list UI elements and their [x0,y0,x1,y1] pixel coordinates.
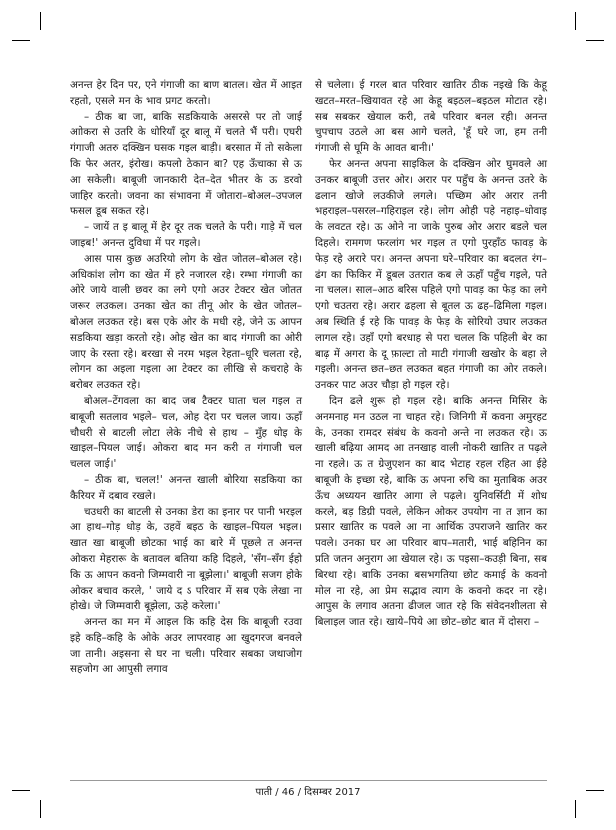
crop-mark-top-left-v [40,12,41,30]
crop-mark-top-right-h [586,40,604,41]
crop-mark-bottom-left-v [40,800,41,818]
crop-mark-bottom-right-v [575,800,576,818]
crop-mark-top-left-h [12,40,30,41]
paragraph: फेर अनन्त अपना साइकिल के दक्खिन ओर घुमवले आ उनकर बाबूजी उत्तर ओर। अरार पर पहुँच के अनन्त उतरे के ढलान खोजे लउकीजे लगले। पच्छिम ओर अरार तनी भहराइल–पसरल–गहिराइल रहे। लोग ओही पहे नहाइ–धोवाइ के लवटत रहे। ऊ ओने ना जाके पुरुब ओर अरार बडले चल दिहले। रामगण फरलांग भर गइल त एगो पुरहाँठ फावड़ के फेड़ रहे अरारे पर। अनन्त अपना घरे–परिवार का बदलत रंग–ढंग का फिकिर में डूबल उतरात कब ले ऊहाँ पहुँच गइले, पते ना चलल। साल–आठ बरिस पहिले एगो पावड़ का फेड़ का लगे एगो चउतरा रहे। अरार ढहला से बूतल ऊ ढह–ढिमिला गइल। अब स्थिति ई रहे कि पावड़ के फेड़ के सोरियो उघार लउकत लागल रहे। उहाँ एगो बरधाह से परा चलल कि पहिली बेर का बाढ़ में अगरा के दू फ़ाल्टा तो माटी गंगाजी खखोर के बहा ले गइली। अनन्त छत–छत लउकत बहत गंगाजी का ओर तकले। उनकर पाट अउर चौड़ा हो गइल रहे। [315,157,547,392]
paragraph: से चलेला। ई गरल बात परिवार खातिर ठीक नइखे कि केहू खटत–मरत–खियावत रहे आ केहू बइठल–बइठल मोटात रहे। सब सबकर खेयाल करी, तबे परिवार बनल रही। अनन्त चुपचाप उठले आ बस आगे चलते, 'हूँ घरे जा, हम तनी गंगाजी से घूमि के आवत बानी।' [315,79,547,155]
paragraph: अनन्त का मन में आइल कि कहि देस कि बाबूजी रउवा इहे कहि–कहि के ओके अउर लापरवाह आ खुदगरज बनवले जा तानी। अइसना से घर ना चली। परिवार सबका जथाजोग सहजोग आ आपुसी लगाव [70,616,302,676]
paragraph: बोअल–टेंगवला का बाद जब टैक्टर घाता चल गइल त बाबूजी सतलाव भइले– चल, ओह देरा पर चलल जाय। ऊहाँ चौधरी से बाटली लोटा लेके नीचे से हाथ – मुँह धोइ के खाइल–पियल जाई। ओकरा बाद मन करी त गंगाजी चल चलल जाई।' [70,394,302,471]
paragraph: – ठीक बा जा, बाकि सडकियाके असरसे पर तो जाई आोकरा से उतरि के धोरियाँ दूर बालू में चलते भैं परी। एघरी गंगाजी अतरु दक्खिन घसक गइल बाड़ी। बरसात में तो सकेला कि फेर अतर, इंरोख। कपलो ठेकान बा? एह ऊँचाका से ऊ आ सकेली। बाबूजी जानकारी देत–देत भीतर के ऊ डरवो जाहिर करतो। जवना का संभावना में जोतारा–बोअल–उपजल फसल डूब सकत रहे। [70,110,302,218]
page-footer: पाती / 46 / दिसम्बर 2017 [255,787,361,798]
paragraph: आस पास कुछ अउरियो लोग के खेत जोतल–बोअल रहे। अधिकांश लोग का खेत में हरे नजारल रहे। रम्भा गंगाजी का ओरे जाये वाली छवर का लगे एगो अउर टेक्टर खेत जोतत जरूर लउकल। उनका खेत का तीनू ओर के खेत जोतल–बोअल लउकत रहे। बस एके ओर के मधी रहे, जेने ऊ आपन सडकिया खड़ा करतो रहे। ओह खेत का बाद गंगाजी का ओरी जाए के रस्ता रहे। बरखा से नरम भइल रेहता–धूरि चलता रहे, लोगन का अइला गइला आ टेक्टर का लीखि से कचराहे के बरोबर लउकत रहे। [70,252,302,392]
paragraph: – जायें त इ बालू में हेर दूर तक चलते के परी। गाड़े में चल जाइब!' अनन्त दुविधा में पर गइले। [70,221,302,249]
right-text-column [315,78,547,631]
paragraph: दिन ढले शुरू हो गइल रहे। बाकि अनन्त मिसिर के अनमनाह मन उठल ना चाहत रहे। जिनिगी में कवना अमुरहट के, उनका रामदर संबंध के कवनो अन्ते ना लउकत रहे। ऊ खाली बढ़िया आमद आ तनखाह वाली नोकरी खातिर त पढ़ले ना रहले। ऊ त ग्रेजुएशन का बाद भेटाह रहल रहित आ ईहे बाबूजी के इच्छा रहे, बाकि ऊ अपना रुचि का मुताबिक अउर ऊँच अध्ययन खातिर आगा ले पढ़ले। युनिवर्सिटी में शोध करले, बड़ डिग्री पवले, लेकिन ओकर उपयोग ना त ज्ञान का प्रसार खातिर क पवले आ ना आर्थिक उपराजने खातिर कर पवले। उनका घर आ परिवार बाप–मतारी, भाई बहिनिन का प्रति जतन अनुराग आ खेयाल रहे। ऊ पइसा–कउड़ी बिना, सब बिरथा रहे। बाकि उनका बसभगतिया छोट कमाई के कवनो मोल ना रहे, आ प्रेम सद्भाव त्याग के कवनो कदर ना रहे। आपुस के लगाव अतना ढीजल जात रहे कि संवेदनशीलता से बिलाइल जात रहे। खाये–पिये आ छोट–छोट बात में दोसरा – [315,394,547,629]
paragraph: चउधरी का बाटली से उनका डेरा का इनार पर पानी भरइल आ हाथ–गोड़ धोड़ के, उहवें बइठ के खाइल–पियल भइल। खात खा बाबूजी छोटका भाई का बारे में पूछले त अनन्त ओकरा मेहरारू के बतावल बतिया कहि दिहले, 'सँग–सँग ईहो कि ऊ आपन कवनो जिम्मवारी ना बूझेला।' बाबूजी सजग होके ओकर बचाव करले, ' जाये द ऽ परिवार में सब एके लेखा ना होखे। जे जिम्मवारी बूझेला, ऊहे करेला।' [70,505,302,613]
crop-mark-top-right-v [575,12,576,30]
left-text-column [70,78,302,678]
paragraph: – ठीक बा, चलल!' अनन्त खाली बोरिया सडकिया का कैरियर में दबाव रखले। [70,473,302,502]
footer-rule [70,780,547,781]
paragraph: अनन्त हेर दिन पर, एने गंगाजी का बाण बातल। खेत में आइत रहतो, एसले मन के भाव प्रगट करतो। [70,79,302,107]
